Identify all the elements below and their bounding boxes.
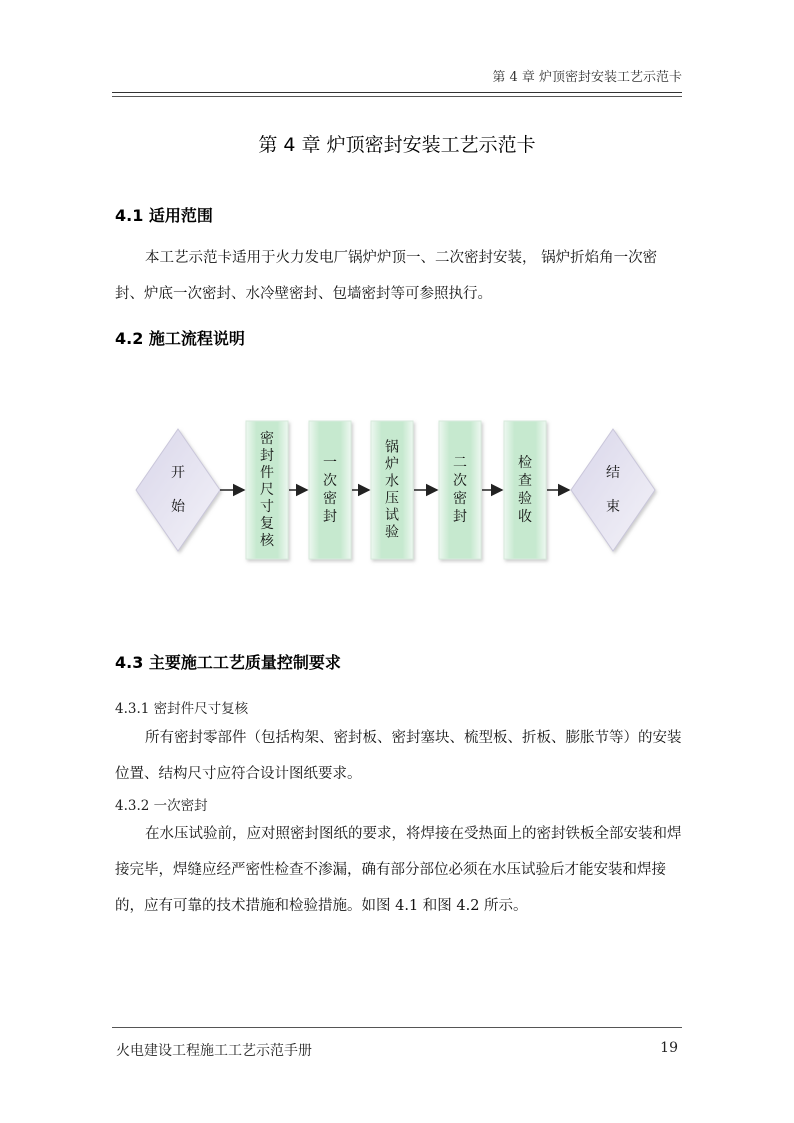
process-step-char: 尺 <box>260 482 274 498</box>
process-step <box>371 421 413 559</box>
page-number: 19 <box>660 1040 678 1056</box>
process-step <box>246 421 288 559</box>
section-4-3-heading: 4.3 主要施工工艺质量控制要求 <box>115 653 341 672</box>
section-4-3-2-heading: 4.3.2 一次密封 <box>115 798 208 814</box>
process-step <box>439 421 481 559</box>
section-4-2-heading: 4.2 施工流程说明 <box>115 329 245 348</box>
process-step-char: 收 <box>518 509 532 525</box>
running-title: 第 4 章 炉顶密封安装工艺示范卡 <box>492 70 682 85</box>
process-step-char: 密 <box>453 491 467 507</box>
start-node <box>136 429 220 551</box>
process-step-char: 验 <box>385 524 399 541</box>
process-step-char: 压 <box>385 490 399 507</box>
process-step-char: 查 <box>518 473 532 489</box>
footer-book-title: 火电建设工程施工工艺示范手册 <box>116 1043 312 1059</box>
process-step-char: 密 <box>260 431 274 447</box>
process-step-char: 复 <box>260 516 274 532</box>
process-step-char: 锅 <box>385 439 399 456</box>
start-node-char: 开 <box>171 465 185 481</box>
process-step-char: 次 <box>323 473 337 489</box>
chapter-title: 第 4 章 炉顶密封安装工艺示范卡 <box>258 134 536 156</box>
end-node-shape <box>571 429 655 551</box>
process-step-char: 密 <box>323 491 337 507</box>
process-step-char: 检 <box>518 455 532 471</box>
end-node-char: 束 <box>606 499 620 515</box>
process-step-char: 一 <box>323 455 337 471</box>
start-node-char: 始 <box>171 499 185 515</box>
section-4-3-1-heading: 4.3.1 密封件尺寸复核 <box>115 701 249 717</box>
process-step-char: 件 <box>260 465 274 481</box>
process-step-box <box>504 421 546 559</box>
section-4-3-1-body: 所有密封零部件（包括构架、密封板、密封塞块、梳型板、折板、膨胀节等）的安装位置、结构尺寸应符合设计图纸要求。 <box>115 730 682 782</box>
process-step-char: 炉 <box>385 456 399 473</box>
process-step-char: 试 <box>385 507 399 524</box>
process-step-char: 核 <box>260 533 274 549</box>
process-step-char: 封 <box>453 509 467 525</box>
process-step-char: 二 <box>453 455 467 471</box>
process-step <box>309 421 351 559</box>
start-node-shape <box>136 429 220 551</box>
footer-rule <box>112 1027 682 1028</box>
section-4-3-2-body: 在水压试验前，应对照密封图纸的要求，将焊接在受热面上的密封铁板全部安装和焊接完毕，焊缝应经严密性检查不渗漏，确有部分部位必须在水压试验后才能安装和焊接的，应有可靠的技术措施和检验措施。如图 4.1 和图 4.2 所示。 <box>115 826 682 914</box>
end-node-char: 结 <box>606 465 620 481</box>
section-4-1-body: 本工艺示范卡适用于火力发电厂锅炉炉顶一、二次密封安装， 锅炉折焰角一次密封、炉底一次密封、水冷壁密封、包墙密封等可参照执行。 <box>115 250 658 302</box>
process-step-char: 水 <box>385 473 399 490</box>
process-step-char: 寸 <box>260 499 274 515</box>
process-step-char: 次 <box>453 473 467 489</box>
section-4-1-heading: 4.1 适用范围 <box>115 206 213 225</box>
end-node <box>571 429 655 551</box>
process-step-char: 验 <box>518 491 532 507</box>
process-step <box>504 421 546 559</box>
process-step-box <box>439 421 481 559</box>
process-step-char: 封 <box>260 448 274 464</box>
process-step-box <box>309 421 351 559</box>
process-step-char: 封 <box>323 509 337 525</box>
